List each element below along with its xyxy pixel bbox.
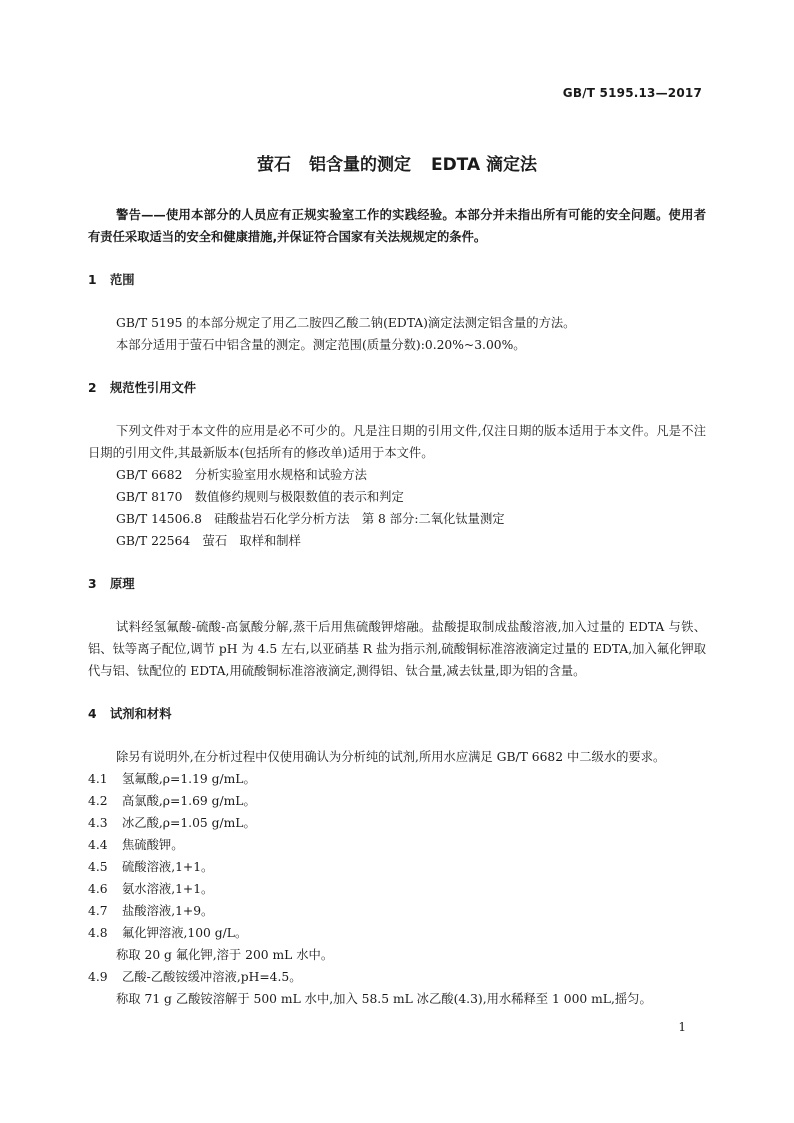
reference-item: GB/T 6682 分析实验室用水规格和试验方法 — [116, 468, 367, 482]
document-title — [0, 150, 794, 175]
reagent-item: 4.3 冰乙酸,ρ=1.05 g/mL。 — [88, 816, 256, 830]
reagent-preparation-note: 称取 20 g 氟化钾,溶于 200 mL 水中。 — [116, 948, 334, 962]
scope-paragraph-2: 本部分适用于萤石中铝含量的测定。测定范围(质量分数):0.20%~3.00%。 — [116, 338, 526, 352]
references-intro: 下列文件对于本文件的应用是必不可少的。凡是注日期的引用文件,仅注日期的版本适用于本文件。凡是不注日期的引用文件,其最新版本(包括所有的修改单)适用于本文件。 — [88, 424, 706, 460]
document-body — [88, 204, 706, 1010]
principle-paragraph: 试料经氢氟酸-硫酸-高氯酸分解,蒸干后用焦硫酸钾熔融。盐酸提取制成盐酸溶液,加入过量的 EDTA 与铁、铝、钛等离子配位,调节 pH 为 4.5 左右,以亚硝基 R 盐为指示剂,硫酸铜标准溶液滴定过量的 EDTA,加入氟化钾取代与铝、钛配位的 EDTA,用硫酸铜标准溶液滴定,测得铝、钛合量,减去钛量,即为铝的含量。 — [88, 620, 706, 678]
title-part-1: 萤石 — [256, 155, 291, 175]
section-heading-principle: 3 原理 — [88, 577, 135, 591]
section-heading-normative-references: 2 规范性引用文件 — [88, 381, 197, 395]
section-heading-reagents: 4 试剂和材料 — [88, 707, 172, 721]
reagents-intro: 除另有说明外,在分析过程中仅使用确认为分析纯的试剂,所用水应满足 GB/T 6682 中二级水的要求。 — [116, 750, 666, 764]
title-part-2: 铝含量的测定 — [308, 155, 411, 175]
reagent-item: 4.9 乙酸-乙酸铵缓冲溶液,pH=4.5。 — [88, 970, 302, 984]
reagent-item: 4.1 氢氟酸,ρ=1.19 g/mL。 — [88, 772, 256, 786]
reagent-item: 4.2 高氯酸,ρ=1.69 g/mL。 — [88, 794, 256, 808]
reagent-item: 4.8 氟化钾溶液,100 g/L。 — [88, 926, 248, 940]
safety-warning: 警告——使用本部分的人员应有正规实验室工作的实践经验。本部分并未指出所有可能的安全问题。使用者有责任采取适当的安全和健康措施,并保证符合国家有关法规规定的条件。 — [88, 208, 706, 244]
standard-code: GB/T 5195.13—2017 — [562, 86, 702, 100]
page-number: 1 — [678, 1020, 686, 1034]
reagent-item: 4.4 焦硫酸钾。 — [88, 838, 184, 852]
reagent-preparation-note: 称取 71 g 乙酸铵溶解于 500 mL 水中,加入 58.5 mL 冰乙酸(4.3),用水稀释至 1 000 mL,摇匀。 — [116, 992, 652, 1006]
reagent-item: 4.5 硫酸溶液,1+1。 — [88, 860, 214, 874]
reference-item: GB/T 14506.8 硅酸盐岩石化学分析方法 第 8 部分:二氧化钛量测定 — [116, 512, 505, 526]
title-part-3: EDTA 滴定法 — [430, 155, 538, 175]
reagent-item: 4.7 盐酸溶液,1+9。 — [88, 904, 214, 918]
reference-item: GB/T 8170 数值修约规则与极限数值的表示和判定 — [116, 490, 404, 504]
section-heading-scope: 1 范围 — [88, 273, 135, 287]
reagent-item: 4.6 氨水溶液,1+1。 — [88, 882, 214, 896]
scope-paragraph-1: GB/T 5195 的本部分规定了用乙二胺四乙酸二钠(EDTA)滴定法测定铝含量的方法。 — [116, 316, 576, 330]
reference-item: GB/T 22564 萤石 取样和制样 — [116, 534, 301, 548]
